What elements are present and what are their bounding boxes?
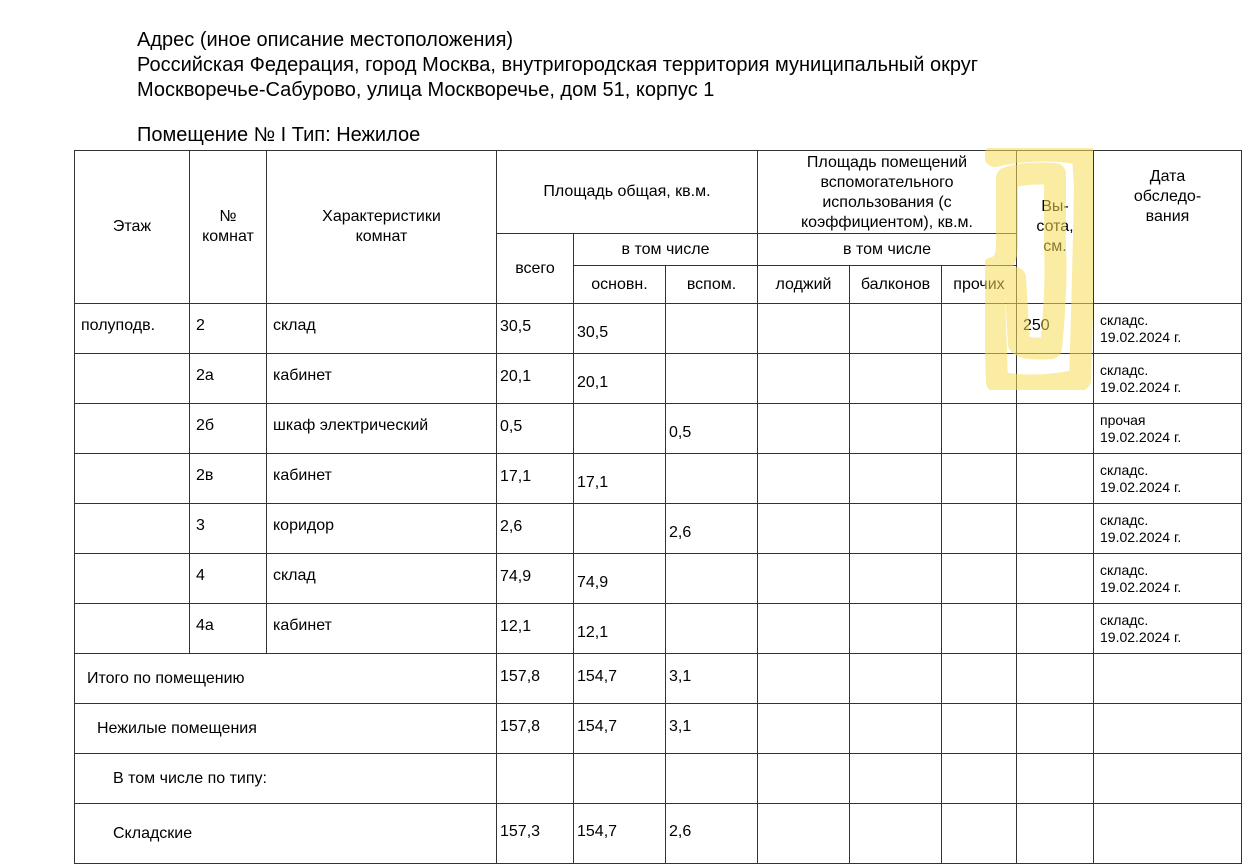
summary-label: Нежилые помещения [75,704,497,754]
cell-name: склад [267,554,497,604]
header-total: всего [497,234,574,304]
summary-row [75,754,1242,804]
address-line-2: Москворечье-Сабурово, улица Москворечье, дом 51, корпус 1 [137,79,715,101]
header-including-aux: в том числе [758,234,1017,266]
cell-floor [75,354,190,404]
cell-aux [666,554,758,604]
header-height: Вы-сота, см. [1017,151,1094,304]
cell-room: 2б [190,404,267,454]
cell-aux [666,454,758,504]
cell-date: складс. 19.02.2024 г. [1094,454,1242,504]
header-loggias: лоджий [758,266,850,304]
header-characteristics: Характеристики комнат [267,151,497,304]
summary-total [497,754,574,804]
cell-date: складс. 19.02.2024 г. [1094,554,1242,604]
cell-total: 17,1 [497,454,574,504]
summary-aux: 2,6 [666,804,758,864]
summary-aux [666,754,758,804]
cell-room: 4 [190,554,267,604]
cell-total: 20,1 [497,354,574,404]
cell-main: 12,1 [574,604,666,654]
cell-main [574,404,666,454]
summary-label: Складские [75,804,497,864]
rooms-table [74,150,1242,864]
premises-title: Помещение № I Тип: Нежилое [137,124,421,146]
cell-name: склад [267,304,497,354]
summary-aux: 3,1 [666,654,758,704]
summary-main [574,754,666,804]
cell-floor [75,404,190,454]
cell-aux [666,354,758,404]
cell-name: кабинет [267,604,497,654]
address-line-1: Российская Федерация, город Москва, внутригородская территория муниципальный округ [137,54,979,76]
summary-total: 157,8 [497,704,574,754]
header-including: в том числе [574,234,758,266]
summary-main: 154,7 [574,804,666,864]
cell-date: складс. 19.02.2024 г. [1094,604,1242,654]
cell-floor: полуподв. [75,304,190,354]
cell-main: 17,1 [574,454,666,504]
cell-floor [75,604,190,654]
cell-date: складс. 19.02.2024 г. [1094,504,1242,554]
cell-main: 30,5 [574,304,666,354]
cell-main [574,504,666,554]
cell-floor [75,554,190,604]
cell-room: 2в [190,454,267,504]
summary-row [75,704,1242,754]
cell-name: кабинет [267,354,497,404]
summary-row [75,654,1242,704]
summary-total: 157,8 [497,654,574,704]
cell-name: коридор [267,504,497,554]
summary-label: Итого по помещению [75,654,497,704]
cell-name: кабинет [267,454,497,504]
header-other: прочих [942,266,1017,304]
summary-total: 157,3 [497,804,574,864]
cell-room: 2а [190,354,267,404]
header-floor: Этаж [75,151,190,304]
cell-total: 74,9 [497,554,574,604]
header-area-total: Площадь общая, кв.м. [497,151,758,234]
cell-room: 4а [190,604,267,654]
header-survey-date: Дата обследо-вания [1094,151,1242,304]
table-row [75,354,1242,404]
cell-height [1017,554,1094,604]
address-label: Адрес (иное описание местоположения) [137,29,514,51]
cell-height [1017,604,1094,654]
table-row [75,304,1242,354]
cell-floor [75,454,190,504]
cell-name: шкаф электрический [267,404,497,454]
cell-room: 2 [190,304,267,354]
cell-room: 3 [190,504,267,554]
cell-main: 74,9 [574,554,666,604]
cell-date: складс. 19.02.2024 г. [1094,304,1242,354]
cell-height: 250 [1017,304,1094,354]
cell-aux [666,604,758,654]
table-row [75,504,1242,554]
table-row [75,604,1242,654]
table-row [75,454,1242,504]
summary-main: 154,7 [574,704,666,754]
cell-total: 12,1 [497,604,574,654]
cell-date: прочая 19.02.2024 г. [1094,404,1242,454]
summary-row [75,804,1242,864]
cell-height [1017,354,1094,404]
summary-aux: 3,1 [666,704,758,754]
header-main: основн. [574,266,666,304]
cell-main: 20,1 [574,354,666,404]
header-rooms-no: № комнат [190,151,267,304]
cell-total: 30,5 [497,304,574,354]
cell-floor [75,504,190,554]
cell-height [1017,504,1094,554]
cell-total: 2,6 [497,504,574,554]
table-row [75,404,1242,454]
cell-aux [666,304,758,354]
cell-height [1017,454,1094,504]
header-aux: вспом. [666,266,758,304]
header-aux-area: Площадь помещений вспомогательного использования (с коэффициентом), кв.м. [758,151,1017,234]
table-row [75,554,1242,604]
cell-height [1017,404,1094,454]
cell-aux: 0,5 [666,404,758,454]
cell-aux: 2,6 [666,504,758,554]
cell-date: складс. 19.02.2024 г. [1094,354,1242,404]
summary-main: 154,7 [574,654,666,704]
summary-label: В том числе по типу: [75,754,497,804]
cell-total: 0,5 [497,404,574,454]
header-balconies: балконов [850,266,942,304]
